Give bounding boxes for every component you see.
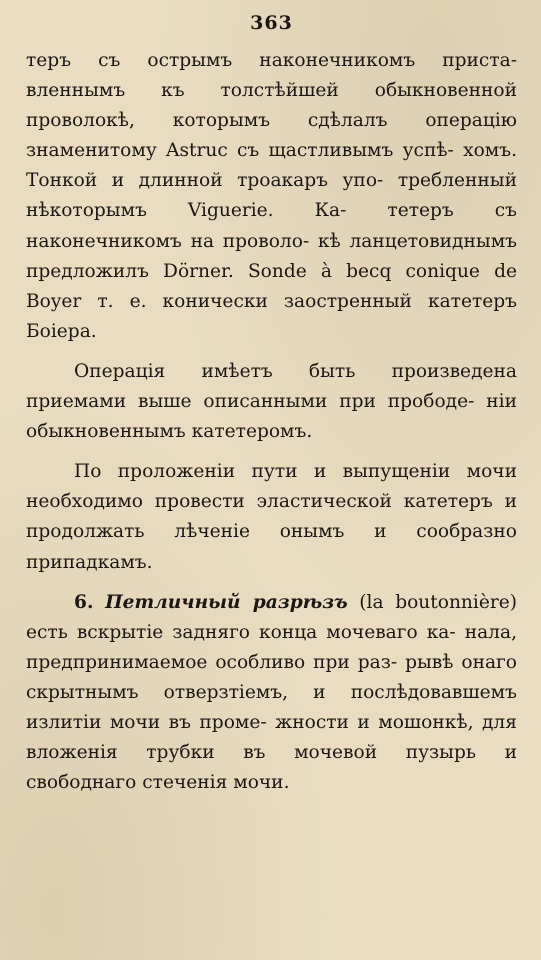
text-line: катетеръ и продолжать лѣченіе онымъ и: [26, 491, 517, 543]
section-number: 6.: [74, 591, 94, 613]
text-line: приемами выше описанными при прободе-: [26, 391, 475, 413]
text-line: есть вскрытіе задняго конца мочеваго ка-: [26, 621, 456, 643]
text-line: кѣ ланцетовиднымъ предложилъ Dörner.: [26, 230, 517, 282]
text-line: т. е. конически заостренный катетеръ: [97, 290, 517, 312]
text-line: ніи обыкновеннымъ катетеромъ.: [26, 391, 518, 443]
text-line: Операція имѣетъ быть произведена: [74, 360, 517, 382]
paragraph-4: [26, 588, 517, 799]
text-line: вленнымъ къ толстѣйшей обыкновенной: [26, 80, 517, 102]
text-line: теръ съ острымъ наконечникомъ приста-: [26, 50, 517, 71]
text-line: знаменитому Astruc съ щастливымъ успѣ-: [26, 140, 454, 162]
text-line: По проложеніи пути и выпущеніи: [74, 461, 451, 483]
page-number: 363: [250, 12, 293, 34]
text-line: послѣдовавшемъ излитіи мочи въ проме-: [26, 681, 517, 733]
text-line: сообразно припадкамъ.: [26, 521, 517, 573]
text-line: требленный нѣкоторымъ Viguerie. Ка-: [26, 170, 517, 222]
paragraph-1: [26, 46, 517, 347]
text-line: хомъ. Тонкой и длинной троакаръ упо-: [26, 140, 517, 192]
text-line: жности и мошонкѣ, для вложенія трубки: [26, 711, 517, 764]
text-line: (la boutonnière): [359, 591, 517, 613]
text-line: нала, предпринимаемое особливо при раз-: [26, 621, 517, 673]
section-term: Петличный разрѣзъ: [105, 591, 348, 613]
paragraph-3: [26, 457, 517, 577]
text-line: тетеръ съ наконечникомъ на проволо-: [26, 200, 518, 252]
text-line: Sonde à becq conique de Boyer: [26, 260, 517, 312]
text-line: мочи.: [233, 772, 290, 794]
text-line: въ мочевой пузырь и свободнаго стеченія: [26, 742, 517, 794]
paragraph-2: [26, 357, 517, 447]
text-line: Боіера.: [26, 320, 97, 342]
text-line: мочи необходимо провести эластической: [26, 461, 517, 513]
text-line: рывѣ онаго скрытнымъ отверзтіемъ, и: [26, 651, 517, 703]
body-text: [26, 46, 517, 798]
text-line: проволокѣ, которымъ сдѣлалъ операцію: [26, 110, 517, 132]
